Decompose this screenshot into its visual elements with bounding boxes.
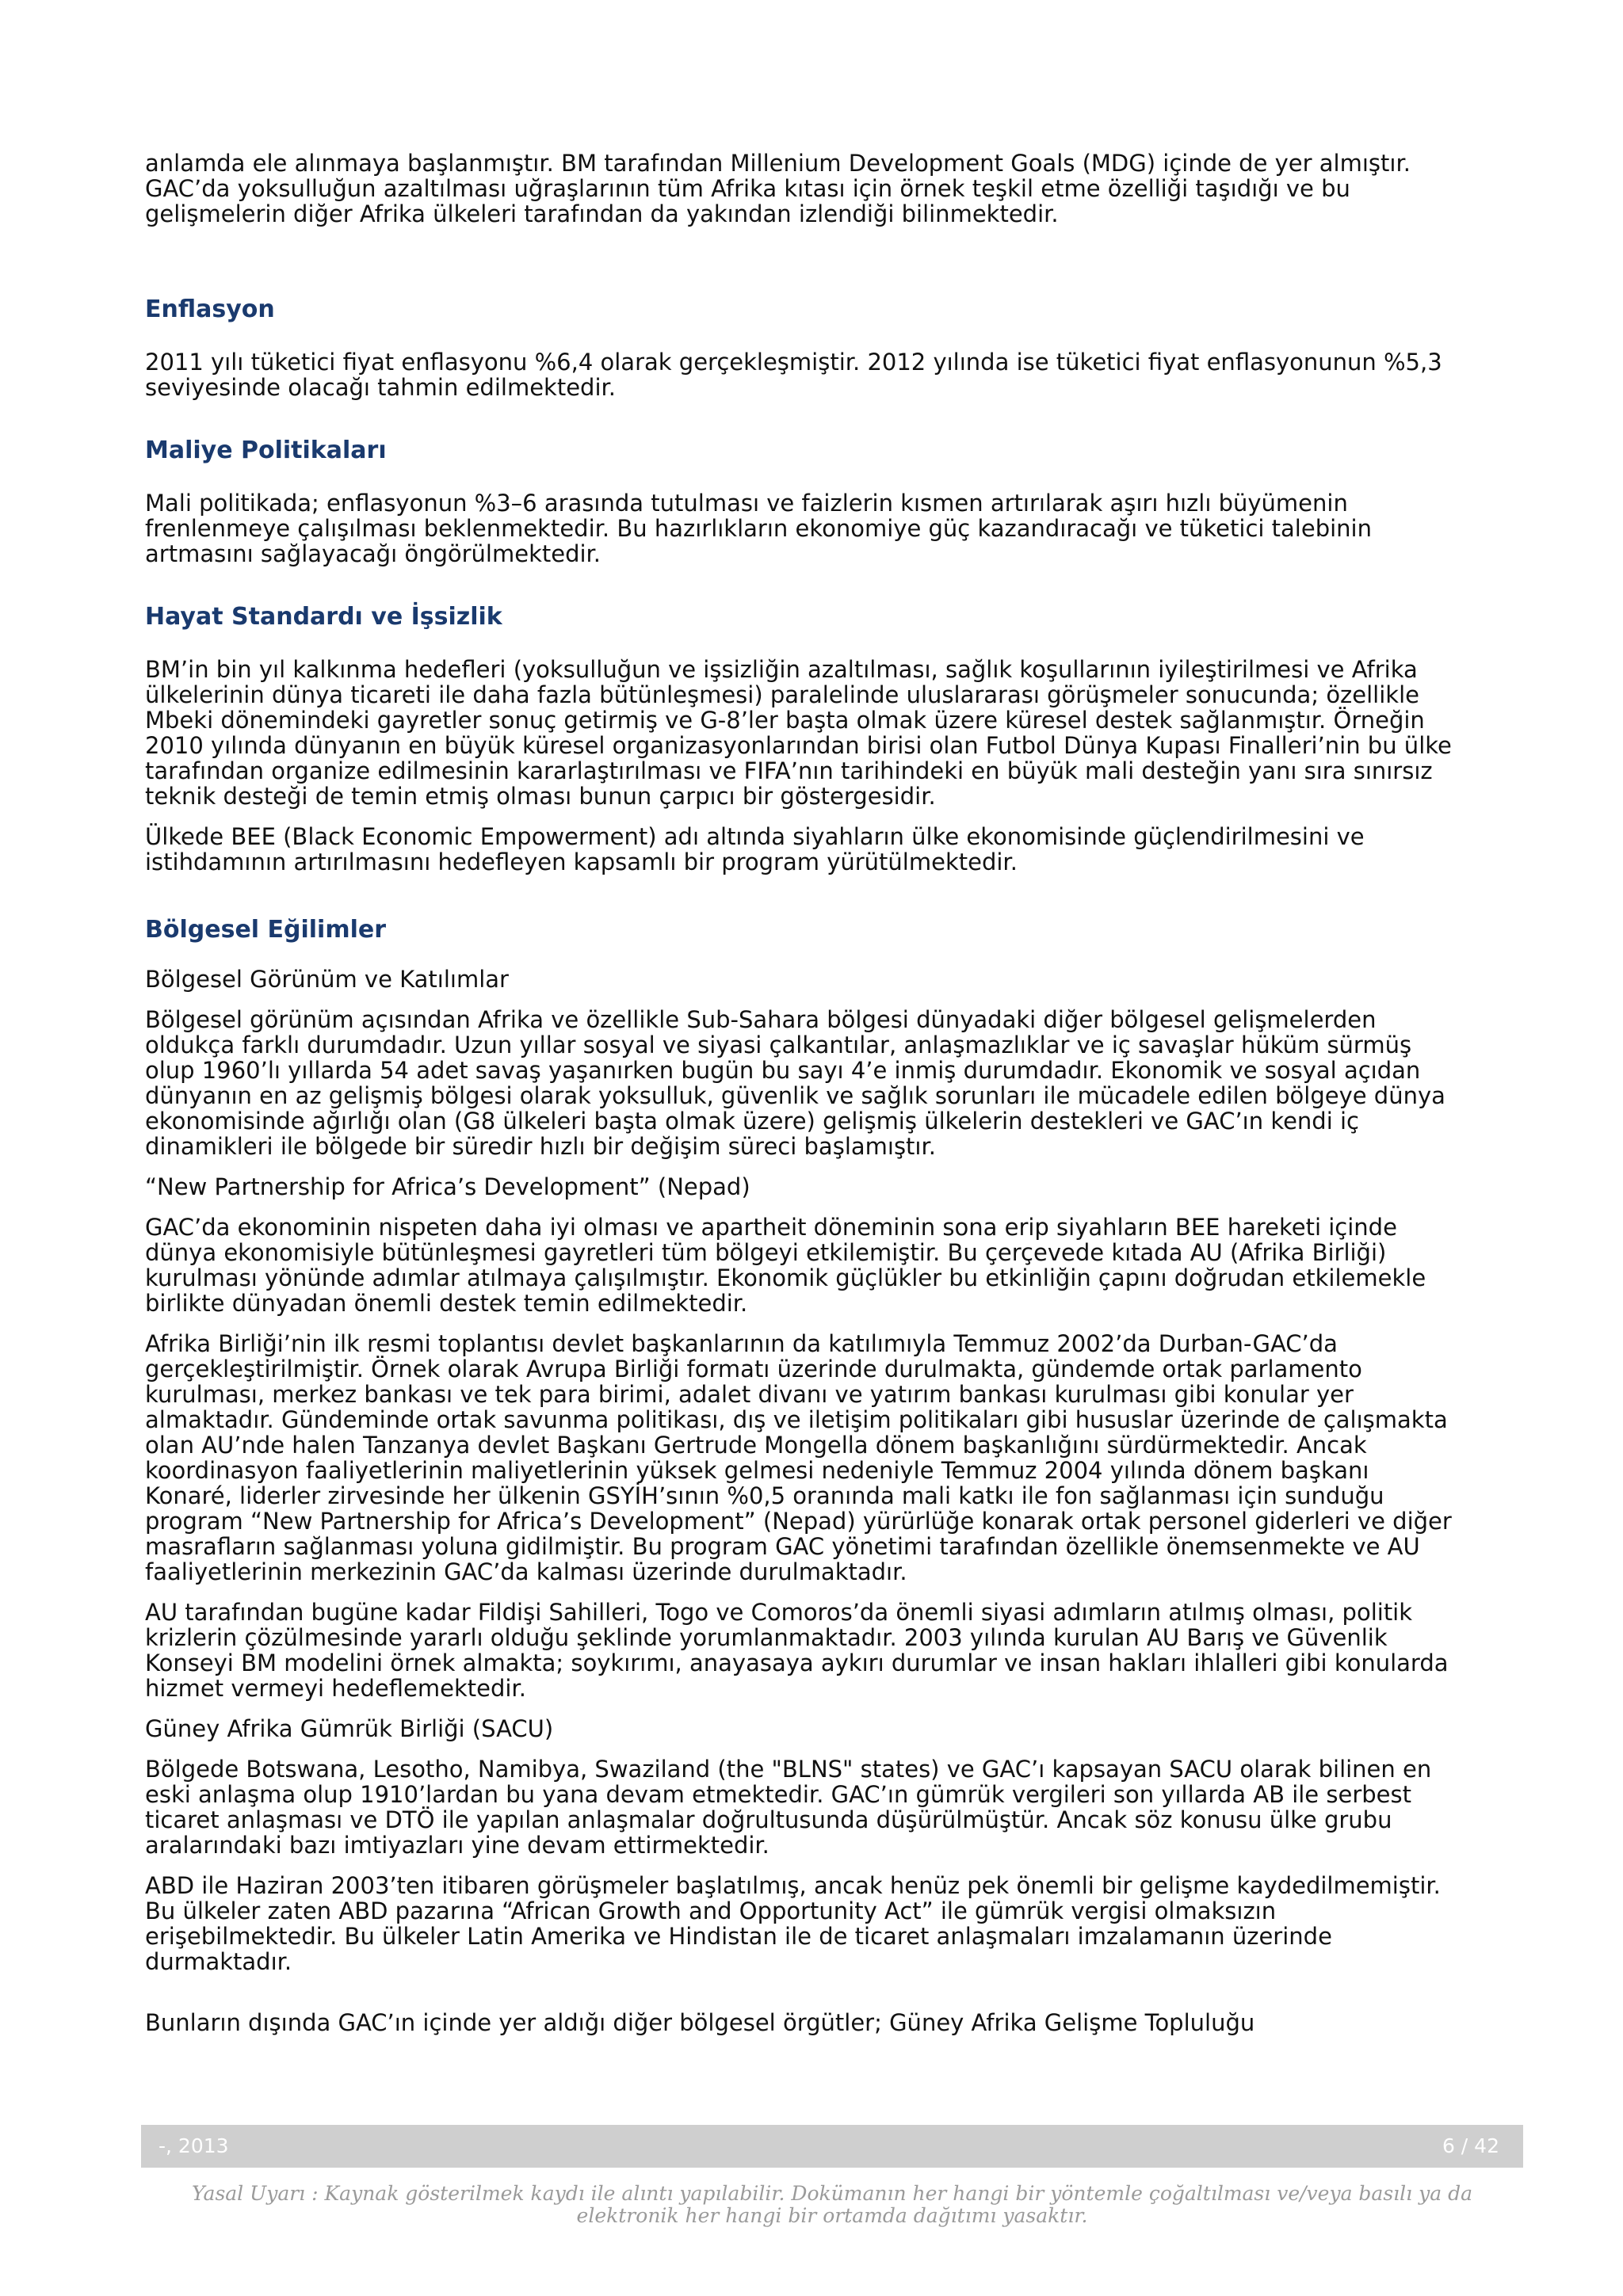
paragraph-intro: anlamda ele alınmaya başlanmıştır. BM tarafından Millenium Development Goals (MDG) içinde de yer almıştır. GAC’da yoksulluğun azaltılması uğraşlarının tüm Afrika kıtası için örnek teşkil etme özelliği taşıdığı ve bu gelişmelerin diğer Afrika ülkeleri tarafından da yakından izlendiği bilinmektedir. (145, 150, 1411, 227)
subheading-bolgesel-gorunum: Bölgesel Görünüm ve Katılımlar (145, 966, 509, 993)
heading-hayat: Hayat Standardı ve İşsizlik (145, 603, 502, 631)
subheading-sacu: Güney Afrika Gümrük Birliği (SACU) (145, 1715, 554, 1742)
paragraph-hayat-1: BM’in bin yıl kalkınma hedefleri (yoksulluğun ve işsizliğin azaltılması, sağlık koşullarının iyileştirilmesi ve Afrika ülkelerinin dünya ticareti ile daha fazla bütünleşmesi) paralelinde uluslararası görüşmeler sonucunda; özellikle Mbeki dönemindeki gayretler sonuç getirmiş ve G-8’ler başta olmak üzere küresel destek sağlanmıştır. Örneğin 2010 yılında dünyanın en büyük küresel organizasyonlarından birisi olan Futbol Dünya Kupası Finalleri’nin bu ülke tarafından organize edilmesinin kararlaştırılması ve FIFA’nın tarihindeki en büyük mali desteğin yanı sıra sınırsız teknik desteği de temin etmiş olması bunun çarpıcı bir göstergesidir. (145, 656, 1452, 810)
paragraph-nepad-3: AU tarafından bugüne kadar Fildişi Sahilleri, Togo ve Comoros’da önemli siyasi adımların atılmış olması, politik krizlerin çözülmesinde yararlı olduğu şeklinde yorumlanmaktadır. 2003 yılında kurulan AU Barış ve Güvenlik Konseyi BM modelini örnek almakta; soykırımı, anayasaya aykırı durumlar ve insan hakları ihlalleri gibi konularda hizmet vermeyi hedeflemektedir. (145, 1599, 1449, 1702)
heading-enflasyon: Enflasyon (145, 296, 275, 323)
legal-notice: Yasal Uyarı : Kaynak gösterilmek kaydı ile alıntı yapılabilir. Dokümanın her hangi bir yöntemle çoğaltılması ve/veya basılı ya da elektronik her hangi bir ortamda dağıtımı yasaktır. (191, 2182, 1472, 2227)
footer-date: -, 2013 (158, 2134, 229, 2157)
paragraph-maliye: Mali politikada; enflasyonun %3–6 arasında tutulması ve faizlerin kısmen artırılarak aşırı hızlı büyümenin frenlenmeye çalışılması beklenmektedir. Bu hazırlıkların ekonomiye güç kazandıracağı ve tüketici talebinin artmasını sağlayacağı öngörülmektedir. (145, 490, 1372, 567)
paragraph-bolgesel-1: Bölgesel görünüm açısından Afrika ve özellikle Sub-Sahara bölgesi dünyadaki diğer bölgesel gelişmelerden oldukça farklı durumdadır. Uzun yıllar sosyal ve siyasi çalkantılar, anlaşmazlıklar ve iç savaşlar hüküm sürmüş olup 1960’lı yıllarda 54 adet savaş yaşanırken bugün bu sayı 4’e inmiş durumdadır. Ekonomik ve sosyal açıdan dünyanın en az gelişmiş bölgesi olarak yoksulluk, güvenlik ve sağlık sorunları ile mücadele edilen bölgeye dünya ekonomisinde ağırlığı olan (G8 ülkeleri başta olmak üzere) gelişmiş ülkelerin destekleri ve GAC’ın kendi iç dinamikleri ile bölgede bir süredir hızlı bir değişim süreci başlamıştır. (145, 1006, 1445, 1160)
paragraph-sacu-1: Bölgede Botswana, Lesotho, Namibya, Swaziland (the "BLNS" states) ve GAC’ı kapsayan SACU olarak bilinen en eski anlaşma olup 1910’lardan bu yana devam etmektedir. GAC’ın gümrük vergileri son yıllarda AB ile serbest ticaret anlaşması ve DTÖ ile yapılan anlaşmalar doğrultusunda düşürülmüştür. Ancak söz konusu ülke grubu aralarındaki bazı imtiyazları yine devam ettirmektedir. (145, 1756, 1432, 1859)
paragraph-sacu-2: ABD ile Haziran 2003’ten itibaren görüşmeler başlatılmış, ancak henüz pek önemli bir gelişme kaydedilmemiştir. Bu ülkeler zaten ABD pazarına “African Growth and Opportunity Act” ile gümrük vergisi olmaksızın erişebilmektedir. Bu ülkeler Latin Amerika ve Hindistan ile de ticaret anlaşmaları imzalamanın üzerinde durmaktadır. (145, 1872, 1441, 1975)
page-number: 6 / 42 (1442, 2134, 1499, 2157)
paragraph-hayat-2: Ülkede BEE (Black Economic Empowerment) adı altında siyahların ülke ekonomisinde güçlendirilmesini ve istihdamının artırılmasını hedefleyen kapsamlı bir program yürütülmektedir. (145, 823, 1365, 875)
heading-maliye: Maliye Politikaları (145, 437, 387, 464)
paragraph-nepad-2: Afrika Birliği’nin ilk resmi toplantısı devlet başkanlarının da katılımıyla Temmuz 2002’da Durban-GAC’da gerçekleştirilmiştir. Örnek olarak Avrupa Birliği formatı üzerinde durulmakta, gündemde ortak parlamento kurulması, merkez bankası ve tek para birimi, adalet divanı ve yatırım bankası kurulması gibi konular yer almaktadır. Gündeminde ortak savunma politikası, dış ve iletişim politikaları gibi hususlar üzerinde de çalışmakta olan AU’nde halen Tanzanya devlet Başkanı Gertrude Mongella dönem başkanlığını sürdürmektedir. Ancak koordinasyon faaliyetlerinin maliyetlerinin yüksek gelmesi nedeniyle Temmuz 2004 yılında dönem başkanı Konaré, liderler zirvesinde her ülkenin GSYİH’sının %0,5 oranında mali katkı ile fon sağlanması için sunduğu program “New Partnership for Africa’s Development” (Nepad) yürürlüğe konarak ortak personel giderleri ve diğer masrafların sağlanması yoluna gidilmiştir. Bu program GAC yönetimi tarafından özellikle önemsenmekte ve AU faaliyetlerinin merkezinin GAC’da kalması üzerinde durulmaktadır. (145, 1330, 1452, 1585)
subheading-nepad: “New Partnership for Africa’s Development” (Nepad) (145, 1173, 750, 1200)
heading-bolgesel: Bölgesel Eğilimler (145, 916, 387, 944)
paragraph-last: Bunların dışında GAC’ın içinde yer aldığı diğer bölgesel örgütler; Güney Afrika Gelişme Topluluğu (145, 2009, 1255, 2036)
document-body (145, 151, 1453, 2050)
paragraph-nepad-1: GAC’da ekonominin nispeten daha iyi olması ve apartheit döneminin sona erip siyahların BEE hareketi içinde dünya ekonomisiyle bütünleşmesi gayretleri tüm bölgeyi etkilemiştir. Bu çerçevede kıtada AU (Afrika Birliği) kurulması yönünde adımlar atılmaya çalışılmıştır. Ekonomik güçlükler bu etkinliğin çapını doğrudan etkilemekle birlikte dünyadan önemli destek temin edilmektedir. (145, 1214, 1426, 1317)
paragraph-enflasyon: 2011 yılı tüketici fiyat enflasyonu %6,4 olarak gerçekleşmiştir. 2012 yılında ise tüketici fiyat enflasyonunun %5,3 seviyesinde olacağı tahmin edilmektedir. (145, 349, 1442, 401)
footer-bar (141, 2125, 1523, 2168)
